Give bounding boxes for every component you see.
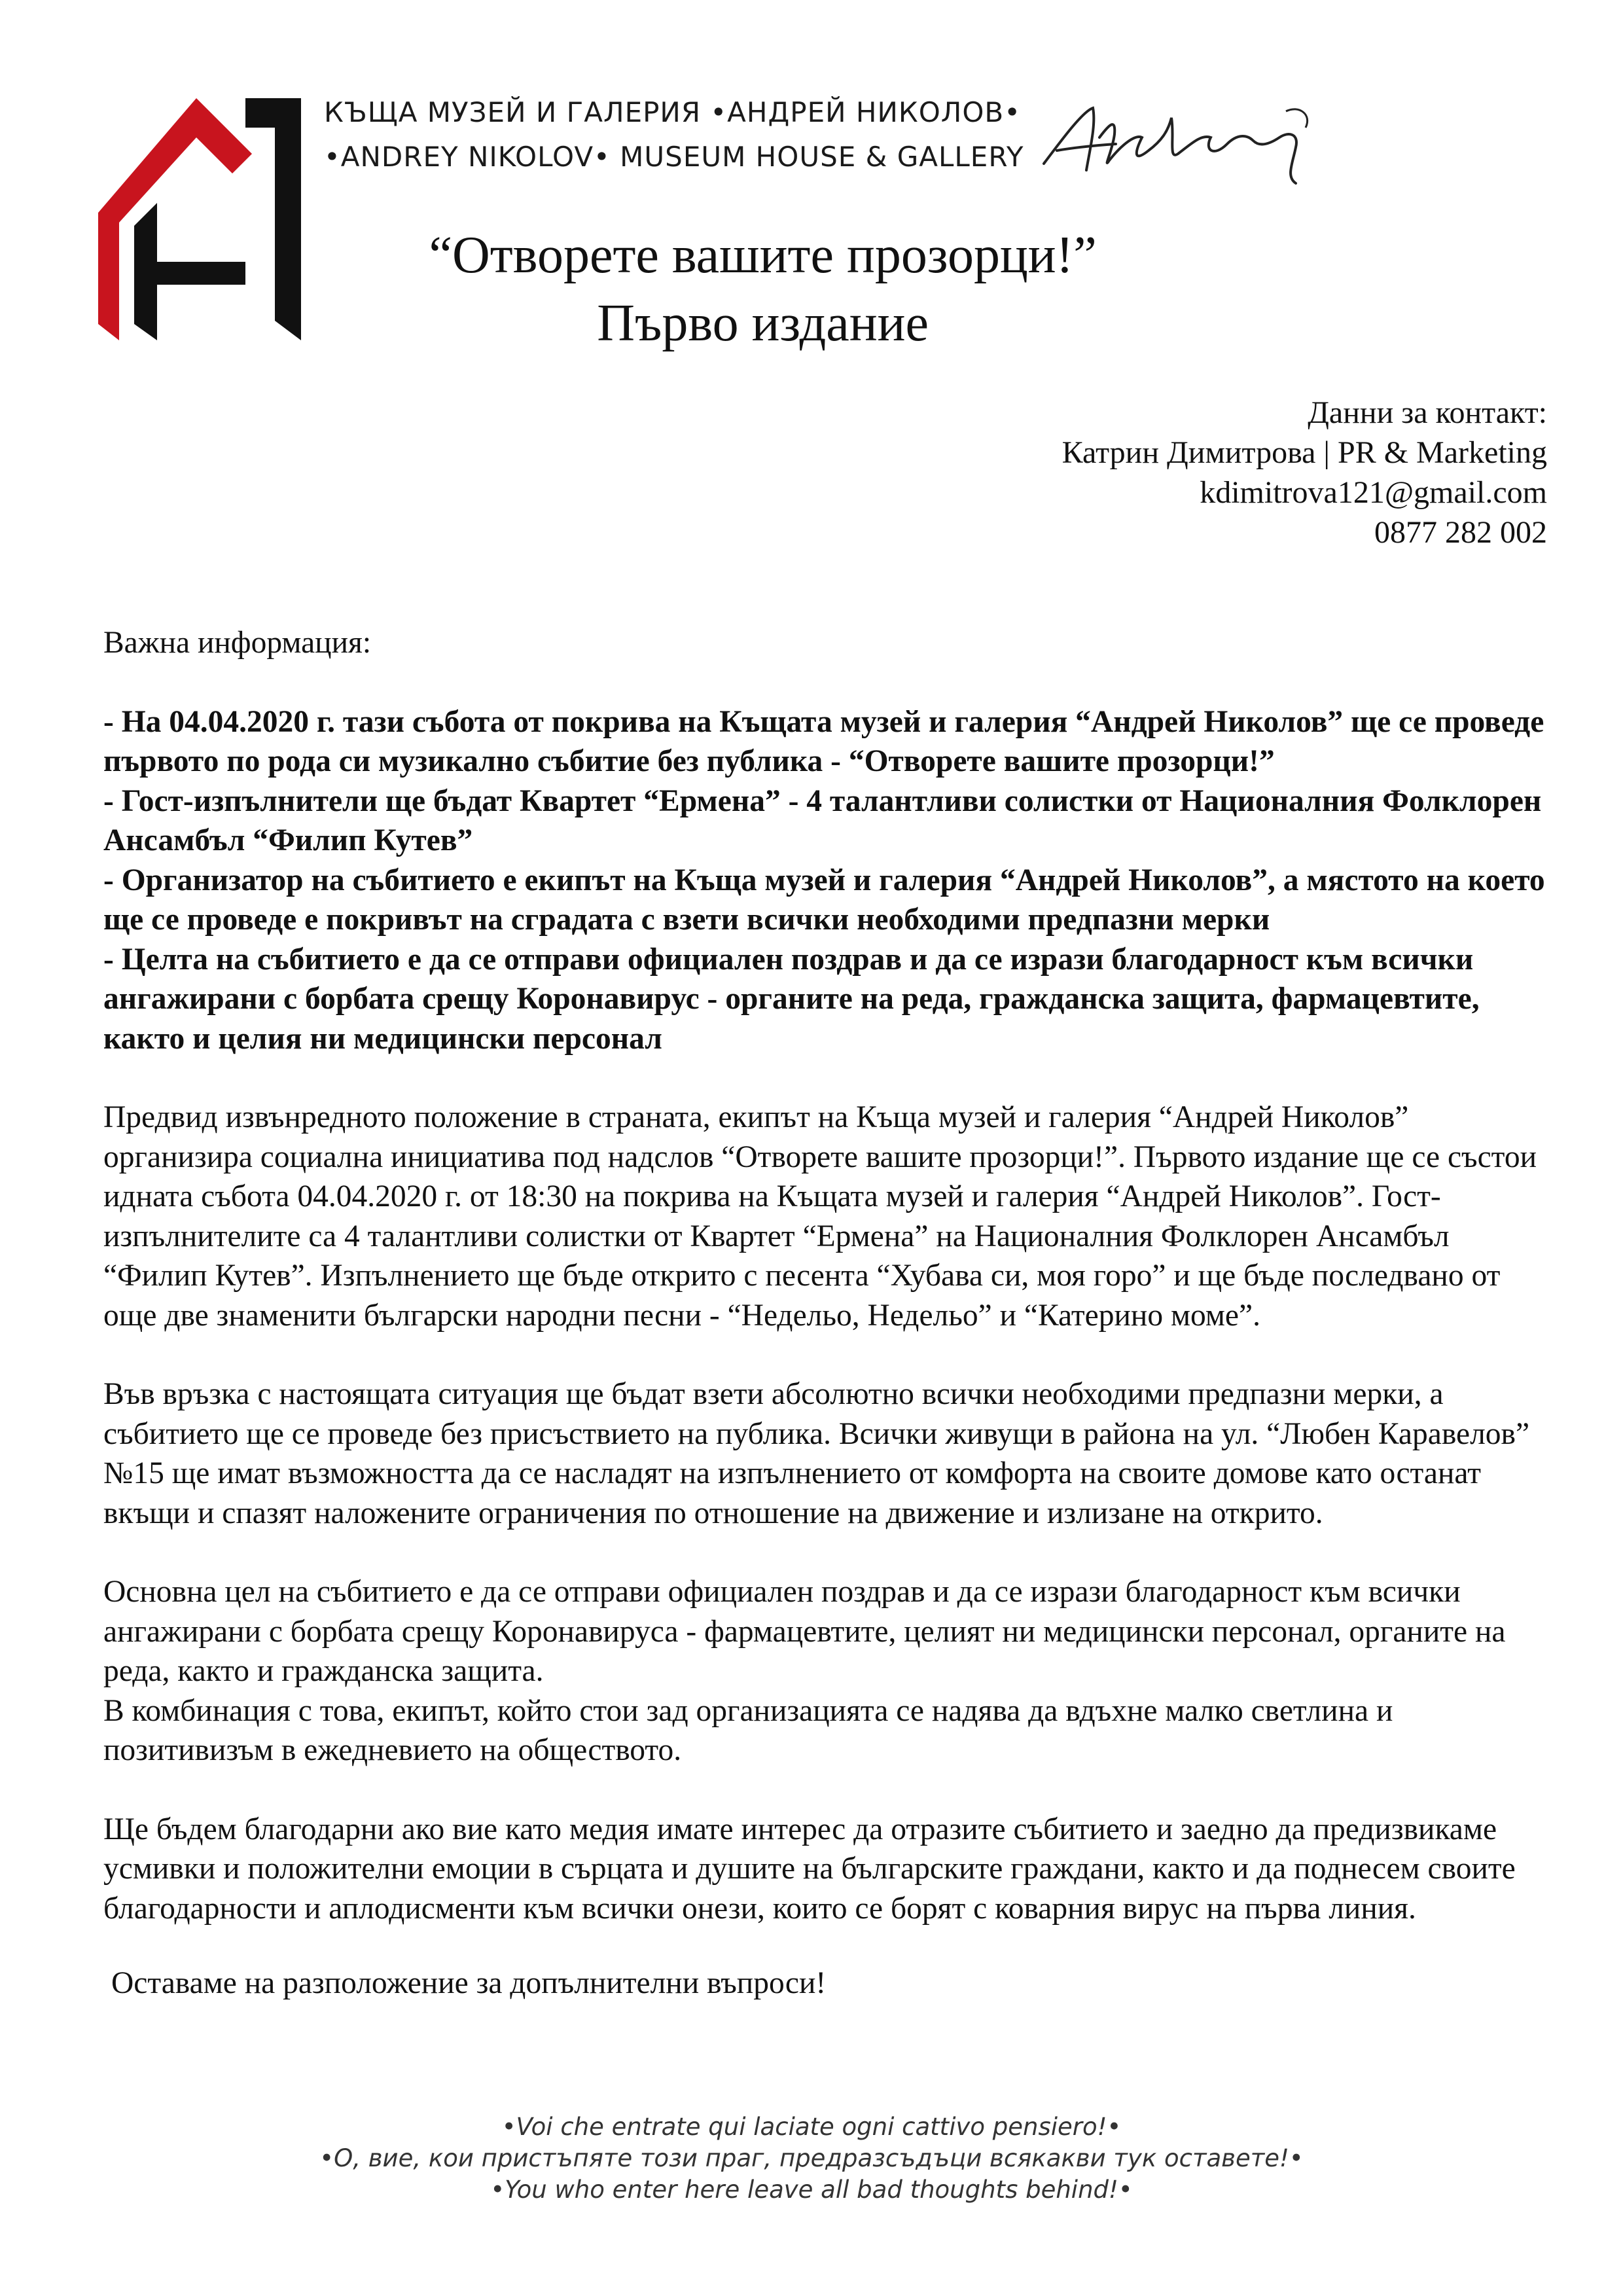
important-point: - Целта на събитието е да се отправи официален поздрав и да се изрази благодарност към всички ангажирани с борбата срещу Коронавирус - органите на реда, гражданска защита, фармацевтите, както и целия ни медицински персонал: [103, 942, 1480, 1056]
museum-name-en: •ANDREY NIKOLOV• MUSEUM HOUSE & GALLERY: [324, 141, 1024, 173]
footer-line-bg: •О, вие, кои пристъпяте този праг, предразсъдъци всякакви тук оставете!•: [319, 2144, 1304, 2172]
title-line-1: “Отворете вашите прозорци!”: [429, 226, 1097, 284]
contact-email[interactable]: kdimitrova121@gmail.com: [1200, 475, 1547, 510]
body-paragraph: Предвид извънредното положение в страната, екипът на Къща музей и галерия “Андрей Николов” организира социална инициатива под надслов “Отворете вашите прозорци!”. Първото издание ще се състои идната събота 04.04.2020 г. от 18:30 на покрива на Къщата музей и галерия “Андрей Николов”. Гост-изпълнителите са 4 талантливи солистки от Квартет “Ермена” на Националния Фолклорен Ансамбъл “Филип Кутев”. Изпълнението ще бъде открито с песента “Хубава си, моя горо” и ще бъде последвано от още две знаменити български народни песни - “Недельо, Недельо” и “Катерино моме”.: [103, 1100, 1537, 1333]
closing-line: Оставаме на разположение за допълнителни въпроси!: [111, 1966, 827, 2000]
signature-image: [1037, 98, 1325, 196]
museum-name: [324, 90, 1024, 179]
document-body: [103, 623, 1558, 2003]
important-point: - Гост-изпълнители ще бъдат Квартет “Ермена” - 4 талантливи солистки от Националния Фолклорен Ансамбъл “Филип Кутев”: [103, 783, 1542, 857]
important-point: - Организатор на събитието е екипът на Къща музей и галерия “Андрей Николов”, а мястото на което ще се проведе е покривът на сградата с взети всички необходими предпазни мерки: [103, 863, 1545, 937]
important-point: - На 04.04.2020 г. тази събота от покрива на Къщата музей и галерия “Андрей Николов” ще се проведе първото по рода си музикално събитие без публика - “Отворете вашите прозорци!”: [103, 704, 1544, 778]
important-heading: Важна информация:: [103, 626, 372, 660]
footer-line-it: •Voi che entrate qui laciate ogni cattivo pensiero!•: [501, 2113, 1122, 2141]
museum-name-bg: КЪЩА МУЗЕЙ И ГАЛЕРИЯ •АНДРЕЙ НИКОЛОВ•: [324, 96, 1022, 128]
contact-heading: Данни за контакт:: [1308, 395, 1547, 430]
document-title: [0, 221, 1623, 357]
footer-line-en: •You who enter here leave all bad thoughts behind!•: [490, 2176, 1133, 2204]
body-paragraph: Ще бъдем благодарни ако вие като медия имате интерес да отразите събитието и заедно да предизвикаме усмивки и положителни емоции в сърцата и душите на българските граждани, както и да поднесем своите благодарности и аплодисменти към всички онези, които се борят с коварния вирус на първа линия.: [103, 1812, 1516, 1926]
body-paragraph: Основна цел на събитието е да се отправи официален поздрав и да се изрази благодарност към всички ангажирани с борбата срещу Коронавируса - фармацевтите, целият ни медицински персонал, органите на реда, както и гражданска защита.: [103, 1575, 1506, 1688]
body-paragraph: В комбинация с това, екипът, който стои зад организацията се надява да вдъхне малко светлина и позитивизъм в ежедневието на обществото.: [103, 1693, 1393, 1767]
contact-block: [631, 393, 1547, 552]
body-paragraph: Във връзка с настоящата ситуация ще бъдат взети абсолютно всички необходими предпазни мерки, а събитието ще се проведе без присъствието на публика. Всички живущи в района на ул. “Любен Каравелов” №15 ще имат възможността да се насладят на изпълнението от комфорта на своите домове като останат вкъщи и спазят наложените ограничения по отношение на движение и излизане на открито.: [103, 1377, 1530, 1530]
title-line-2: Първо издание: [597, 295, 929, 352]
contact-name: Катрин Димитрова | PR & Marketing: [1061, 435, 1547, 470]
footer-motto: [0, 2111, 1623, 2206]
contact-phone: 0877 282 002: [1374, 515, 1547, 550]
important-points: [103, 702, 1558, 1059]
